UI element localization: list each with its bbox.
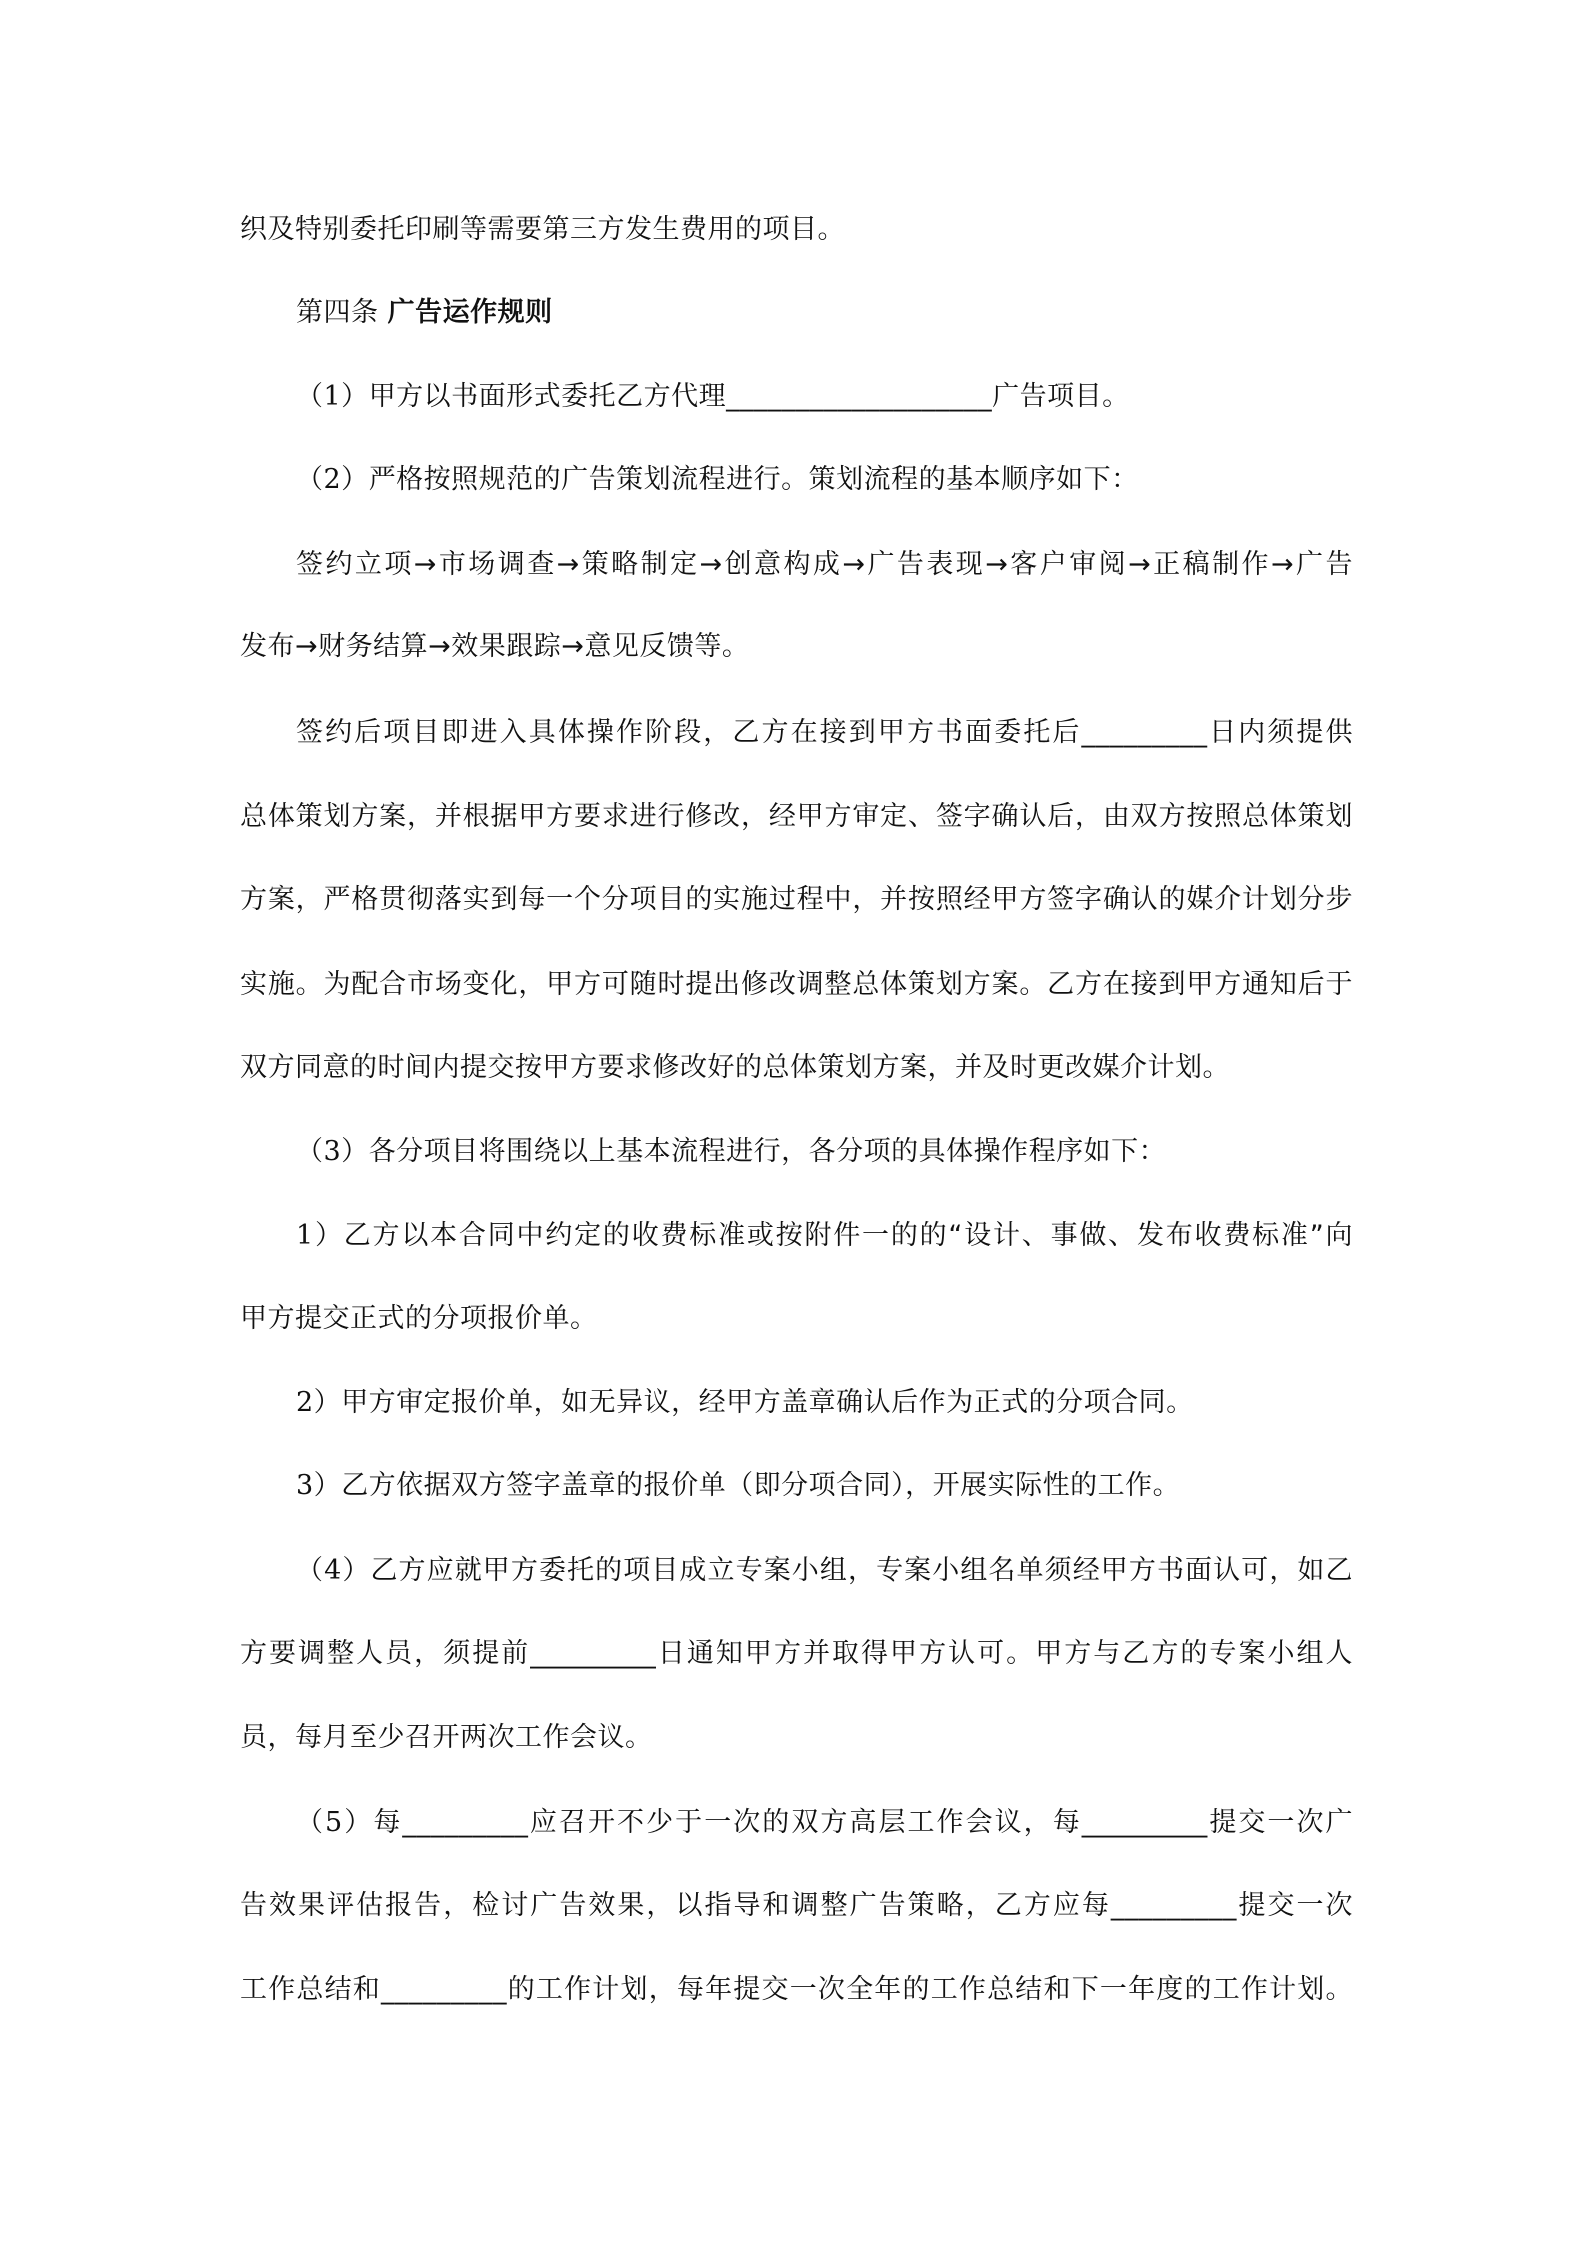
text-line	[240, 1299, 598, 1339]
text-span: 工作总结和_________的工作计划，每年提交一次全年的工作总结和下一年度的工作计划。	[240, 1974, 1353, 2005]
clause-number: （5）	[296, 1807, 374, 1838]
clause-number: （3）	[296, 1136, 369, 1167]
text-span: 总体策划方案，并根据甲方要求进行修改，经甲方审定、签字确认后，由双方按照总体策划	[240, 801, 1353, 832]
text-line	[240, 627, 749, 667]
clause-1	[296, 377, 1130, 417]
clause-number: （1）	[296, 381, 369, 412]
clause-number: （4）	[296, 1555, 371, 1586]
sub-item-2	[296, 1383, 1194, 1423]
clause-3	[296, 1132, 1166, 1172]
text-line	[240, 797, 1353, 837]
text-span: 签约立项→市场调查→策略制定→创意构成→广告表现→客户审阅→正稿制作→广告	[296, 549, 1353, 580]
text-span: 甲方审定报价单，如无异议，经甲方盖章确认后作为正式的分项合同。	[341, 1387, 1194, 1418]
clause-2	[296, 460, 1139, 500]
item-number: 1）	[296, 1220, 344, 1251]
text-line	[296, 545, 1353, 585]
text-span: 乙方以本合同中约定的收费标准或按附件一的的“设计、事做、发布收费标准”向	[343, 1220, 1353, 1251]
text-line	[240, 965, 1353, 1005]
text-line	[240, 1970, 1353, 2010]
text-line	[240, 1886, 1353, 1926]
text-span: 签约后项目即进入具体操作阶段，乙方在接到甲方书面委托后_________日内须提供	[296, 717, 1353, 748]
item-number: 3）	[296, 1470, 342, 1501]
text-span: 严格按照规范的广告策划流程进行。策划流程的基本顺序如下：	[368, 464, 1139, 495]
text-span: 每_________应召开不少于一次的双方高层工作会议，每_________提交一次广	[373, 1807, 1354, 1838]
clause-4	[296, 1551, 1353, 1591]
text-line	[240, 1634, 1353, 1674]
text-line	[240, 880, 1353, 920]
text-line	[240, 1048, 1230, 1088]
text-span: 甲方以书面形式委托乙方代理___________________广告项目。	[368, 381, 1130, 412]
text-span: 方要调整人员，须提前_________日通知甲方并取得甲方认可。甲方与乙方的专案小组人	[240, 1638, 1353, 1669]
text-span: 甲方提交正式的分项报价单。	[240, 1303, 598, 1334]
text-span: 方案，严格贯彻落实到每一个分项目的实施过程中，并按照经甲方签字确认的媒介计划分步	[240, 884, 1353, 915]
text-span: 实施。为配合市场变化，甲方可随时提出修改调整总体策划方案。乙方在接到甲方通知后于	[240, 969, 1353, 1000]
text-span: 告效果评估报告，检讨广告效果，以指导和调整广告策略，乙方应每_________提交一次	[240, 1890, 1353, 1921]
item-number: 2）	[296, 1387, 342, 1418]
text-line	[296, 713, 1353, 753]
article-title: 广告运作规则	[387, 297, 553, 328]
sub-item-3	[296, 1466, 1180, 1506]
sub-item-1	[296, 1216, 1353, 1256]
text-line	[240, 210, 845, 250]
text-span: 各分项目将围绕以上基本流程进行，各分项的具体操作程序如下：	[368, 1136, 1167, 1167]
text-span: 发布→财务结算→效果跟踪→意见反馈等。	[240, 631, 750, 662]
text-span: 员，每月至少召开两次工作会议。	[240, 1722, 653, 1753]
article-heading	[296, 293, 553, 333]
clause-5	[296, 1803, 1353, 1843]
text-span: 乙方依据双方签字盖章的报价单（即分项合同），开展实际性的工作。	[341, 1470, 1181, 1501]
text-span: 乙方应就甲方委托的项目成立专案小组，专案小组名单须经甲方书面认可，如乙	[370, 1555, 1353, 1586]
article-number: 第四条	[296, 297, 379, 328]
text-span: 织及特别委托印刷等需要第三方发生费用的项目。	[240, 214, 845, 245]
text-span: 双方同意的时间内提交按甲方要求修改好的总体策划方案，并及时更改媒介计划。	[240, 1052, 1230, 1083]
clause-number: （2）	[296, 464, 369, 495]
text-line	[240, 1718, 653, 1758]
